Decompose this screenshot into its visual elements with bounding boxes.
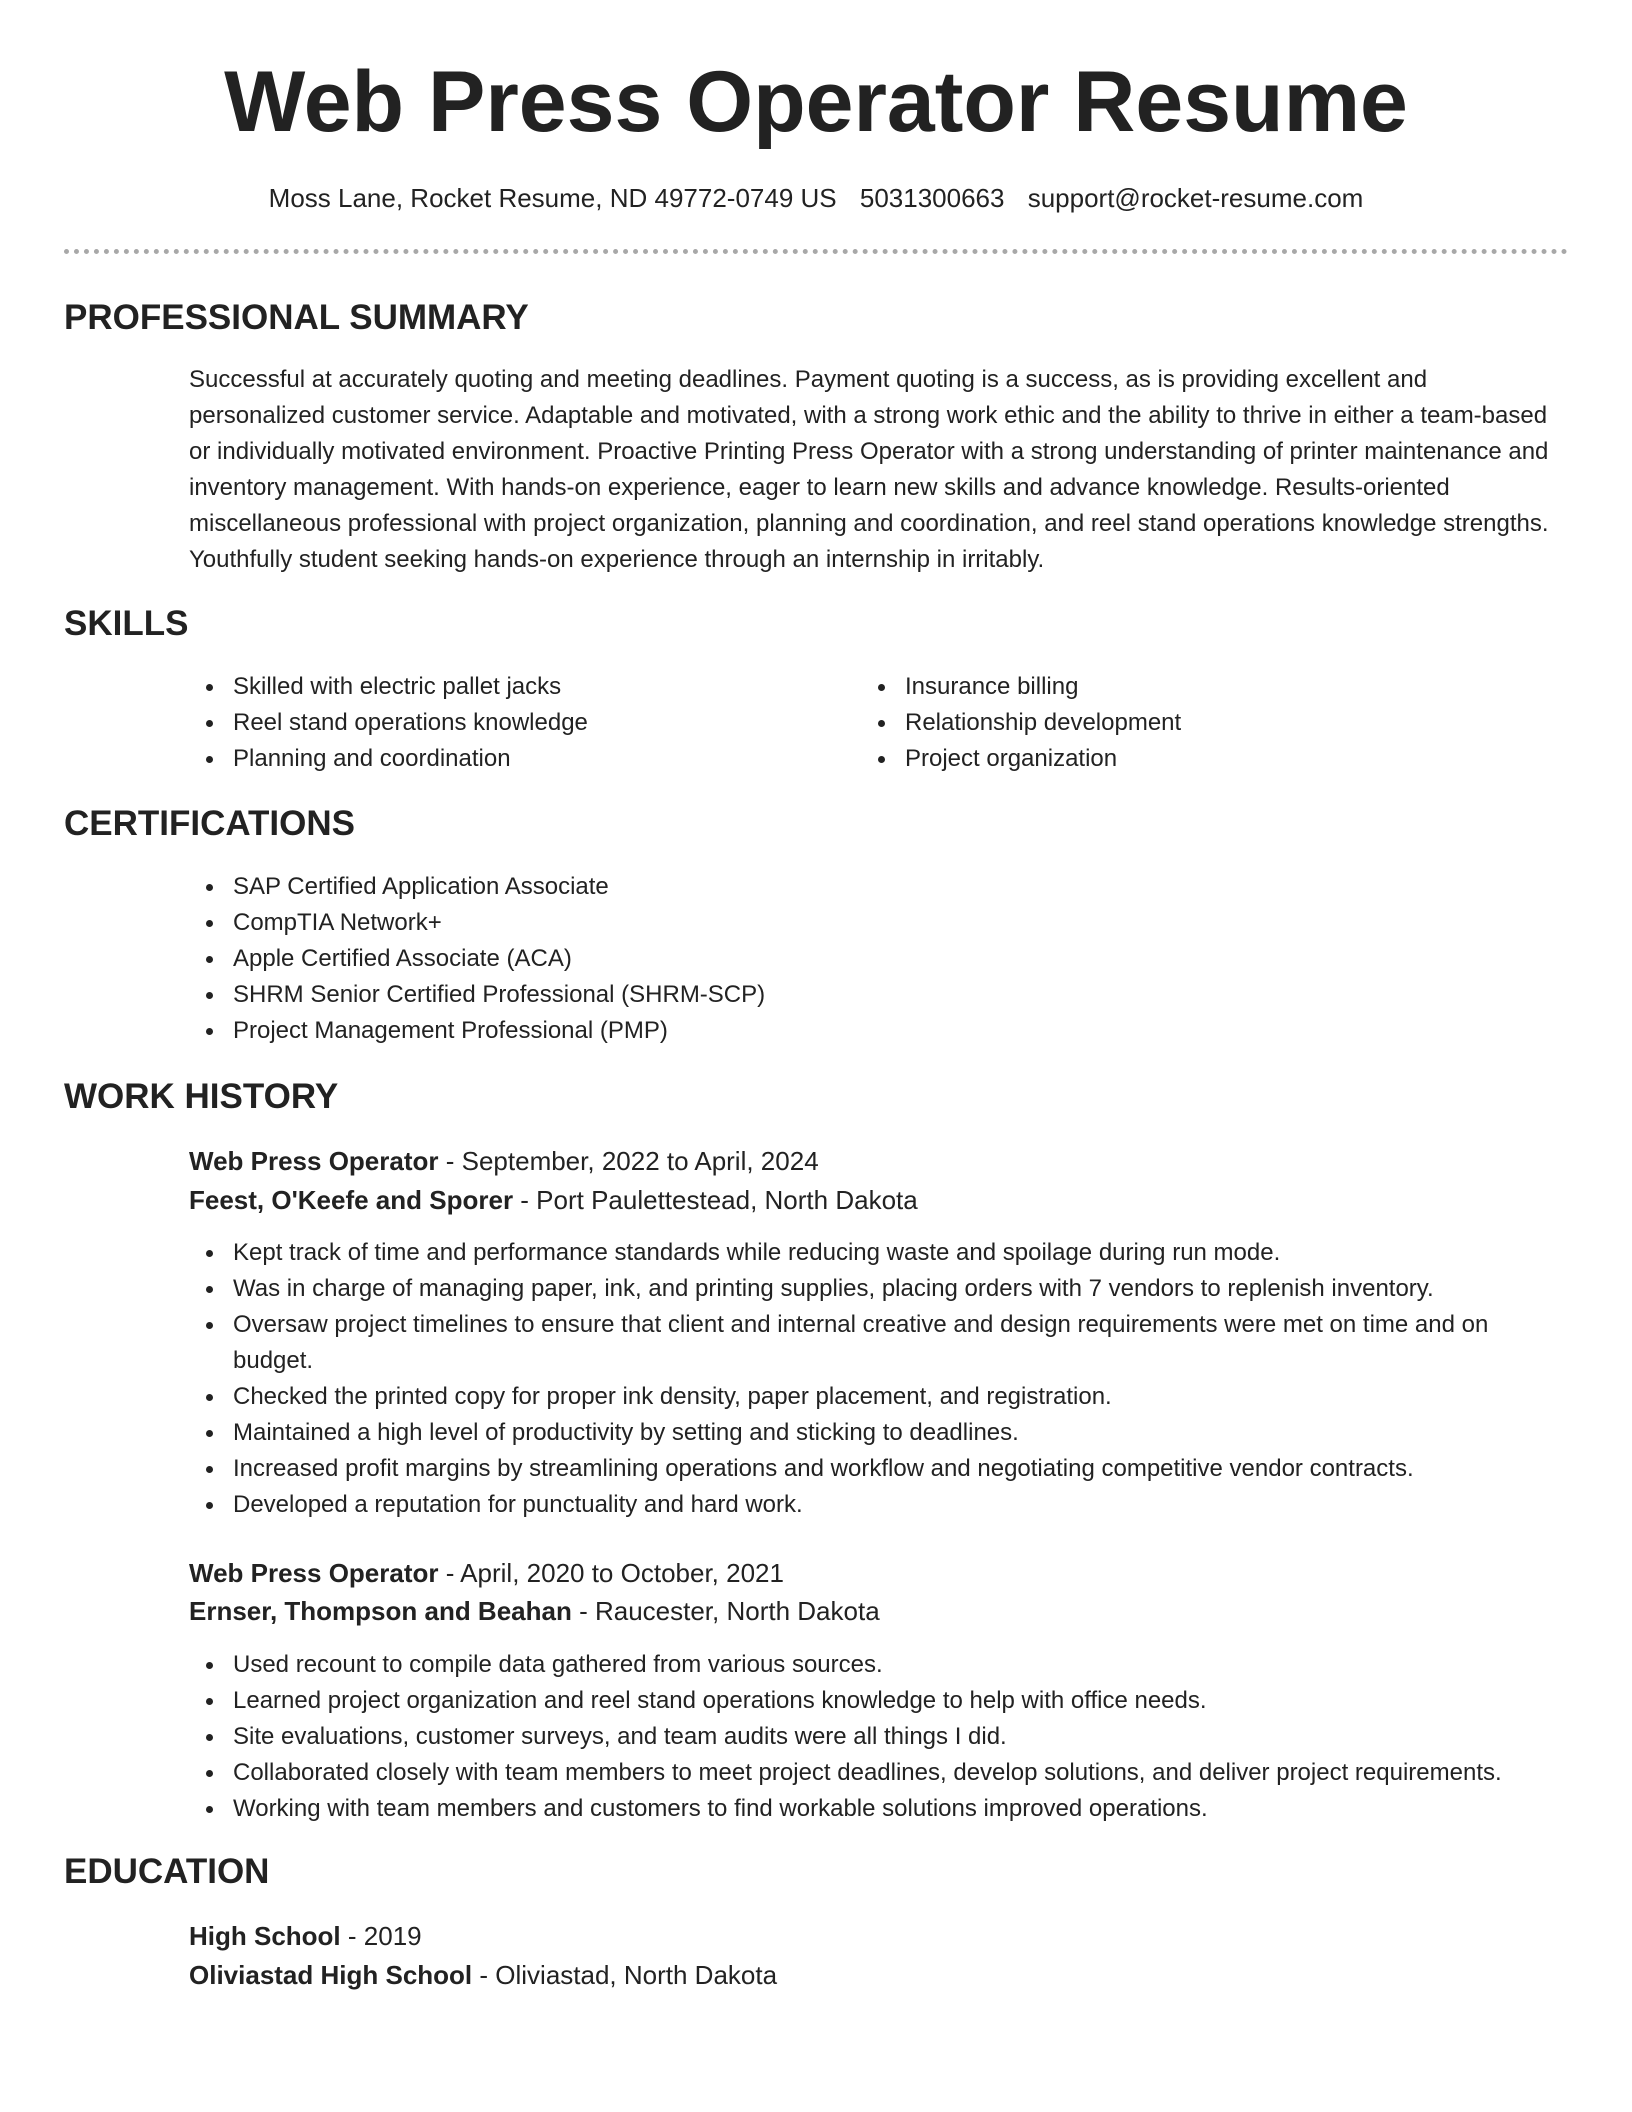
- summary-section: [64, 296, 1568, 340]
- job-2-location: - Raucester, North Dakota: [571, 1596, 880, 1626]
- job-bullet: Checked the printed copy for proper ink density, paper placement, and registration.: [189, 1379, 1564, 1415]
- education-section: [64, 1850, 1568, 1894]
- job-bullet: Maintained a high level of productivity by setting and sticking to deadlines.: [189, 1415, 1564, 1451]
- job-bullet: Collaborated closely with team members to meet project deadlines, develop solutions, and deliver project requirements.: [189, 1755, 1564, 1791]
- skills-section: [64, 602, 1568, 646]
- contact-address: Moss Lane, Rocket Resume, ND 49772-0749 US: [268, 183, 837, 213]
- job-bullet: Working with team members and customers to find workable solutions improved operations.: [189, 1791, 1564, 1827]
- job-bullet: Kept track of time and performance standards while reducing waste and spoilage during run mode.: [189, 1235, 1564, 1271]
- job-1-role: Web Press Operator: [189, 1146, 439, 1176]
- job-2-role: Web Press Operator: [189, 1558, 439, 1588]
- skill-item: Project organization: [861, 741, 1501, 777]
- education-degree-line: [189, 1918, 422, 1954]
- contact-email: support@rocket-resume.com: [1027, 183, 1364, 213]
- job-bullet: Site evaluations, customer surveys, and team audits were all things I did.: [189, 1719, 1564, 1755]
- job-bullet: Learned project organization and reel stand operations knowledge to help with office needs.: [189, 1683, 1564, 1719]
- header-divider: [64, 249, 1568, 254]
- job-bullet: Was in charge of managing paper, ink, and printing supplies, placing orders with 7 vendors to replenish inventory.: [189, 1271, 1564, 1307]
- education-school: Oliviastad High School: [189, 1960, 473, 1990]
- skills-heading: SKILLS: [64, 604, 189, 643]
- skill-item: Reel stand operations knowledge: [189, 705, 829, 741]
- resume-title: Web Press Operator Resume: [224, 54, 1408, 150]
- job-bullet: Increased profit margins by streamlining operations and workflow and negotiating competitive vendor contracts.: [189, 1451, 1564, 1487]
- education-year: - 2019: [340, 1921, 422, 1951]
- job-2-bullets: [189, 1647, 1564, 1827]
- certification-item: SAP Certified Application Associate: [189, 869, 1564, 905]
- contact-phone: 5031300663: [859, 183, 1005, 213]
- summary-text: Successful at accurately quoting and meeting deadlines. Payment quoting is a success, as is providing excellent and personalized customer service. Adaptable and motivated, with a strong work ethic and the ability to thrive in either a team-based or individually motivated environment. Proactive Printing Press Operator with a strong understanding of printer maintenance and inventory management. With hands-on experience, eager to learn new skills and advance knowledge. Results-oriented miscellaneous professional with project organization, planning and coordination, and reel stand operations knowledge strengths. Youthfully student seeking hands-on experience through an internship in irritably.: [189, 366, 1549, 573]
- skill-item: Relationship development: [861, 705, 1501, 741]
- summary-heading: PROFESSIONAL SUMMARY: [64, 298, 529, 337]
- certification-item: SHRM Senior Certified Professional (SHRM-SCP): [189, 977, 1564, 1013]
- certification-item: Project Management Professional (PMP): [189, 1013, 1564, 1049]
- job-2-company-line: [189, 1593, 880, 1629]
- certification-item: Apple Certified Associate (ACA): [189, 941, 1564, 977]
- job-1-location: - Port Paulettestead, North Dakota: [513, 1185, 918, 1215]
- job-bullet: Oversaw project timelines to ensure that client and internal creative and design requirements were met on time and on budget.: [189, 1307, 1564, 1379]
- certification-item: CompTIA Network+: [189, 905, 1564, 941]
- skill-item: Insurance billing: [861, 669, 1501, 705]
- education-heading: EDUCATION: [64, 1852, 270, 1891]
- certifications-heading: CERTIFICATIONS: [64, 804, 356, 843]
- skills-column-right: [861, 669, 1501, 777]
- job-1-company: Feest, O'Keefe and Sporer: [189, 1185, 514, 1215]
- contact-line: [0, 180, 1632, 216]
- education-school-line: [189, 1957, 777, 1993]
- certifications-list: [189, 869, 1564, 1049]
- job-1-bullets: [189, 1235, 1564, 1523]
- certifications-section: [64, 802, 1568, 846]
- job-bullet: Developed a reputation for punctuality and hard work.: [189, 1487, 1564, 1523]
- skill-item: Skilled with electric pallet jacks: [189, 669, 829, 705]
- job-1-dates: - September, 2022 to April, 2024: [438, 1146, 819, 1176]
- job-bullet: Used recount to compile data gathered from various sources.: [189, 1647, 1564, 1683]
- job-1-title-line: [189, 1143, 819, 1179]
- job-2-dates: - April, 2020 to October, 2021: [438, 1558, 784, 1588]
- work-history-section: [64, 1075, 1568, 1119]
- skill-item: Planning and coordination: [189, 741, 829, 777]
- education-degree: High School: [189, 1921, 341, 1951]
- job-2-title-line: [189, 1555, 784, 1591]
- job-2-company: Ernser, Thompson and Beahan: [189, 1596, 572, 1626]
- work-history-heading: WORK HISTORY: [64, 1077, 339, 1116]
- skills-column-left: [189, 669, 829, 777]
- education-location: - Oliviastad, North Dakota: [472, 1960, 778, 1990]
- job-1-company-line: [189, 1182, 918, 1218]
